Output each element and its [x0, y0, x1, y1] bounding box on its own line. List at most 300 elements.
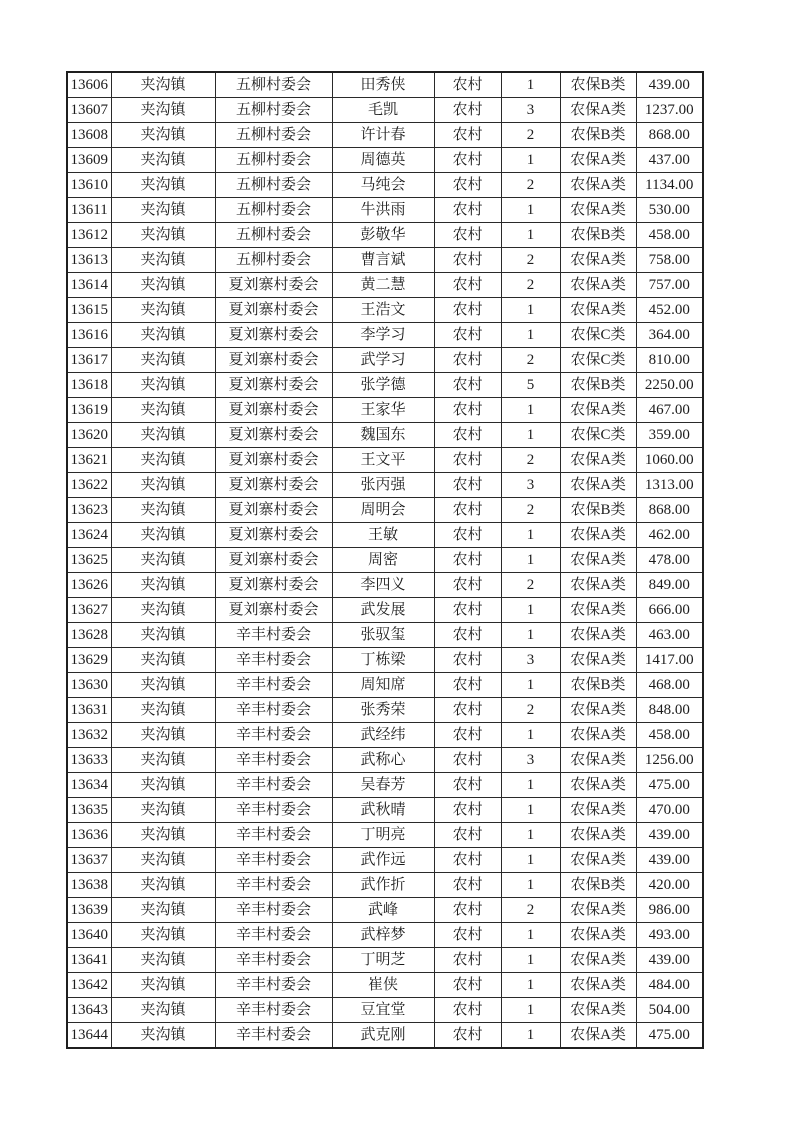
cell-village: 夏刘寨村委会 — [215, 523, 332, 548]
cell-town: 夹沟镇 — [111, 373, 215, 398]
cell-village: 辛丰村委会 — [215, 998, 332, 1023]
cell-id: 13618 — [67, 373, 111, 398]
cell-residence: 农村 — [434, 623, 501, 648]
cell-id: 13641 — [67, 948, 111, 973]
table-row — [67, 173, 703, 198]
cell-residence: 农村 — [434, 548, 501, 573]
cell-count: 2 — [501, 898, 560, 923]
cell-village: 五柳村委会 — [215, 72, 332, 98]
cell-amount: 359.00 — [636, 423, 703, 448]
cell-name: 李四义 — [332, 573, 434, 598]
cell-count: 1 — [501, 873, 560, 898]
cell-name: 李学习 — [332, 323, 434, 348]
cell-id: 13632 — [67, 723, 111, 748]
cell-category: 农保B类 — [560, 223, 636, 248]
cell-amount: 468.00 — [636, 673, 703, 698]
cell-residence: 农村 — [434, 323, 501, 348]
cell-category: 农保A类 — [560, 173, 636, 198]
cell-category: 农保C类 — [560, 423, 636, 448]
cell-village: 辛丰村委会 — [215, 848, 332, 873]
cell-residence: 农村 — [434, 1023, 501, 1049]
cell-village: 五柳村委会 — [215, 123, 332, 148]
cell-count: 1 — [501, 773, 560, 798]
cell-amount: 530.00 — [636, 198, 703, 223]
cell-id: 13610 — [67, 173, 111, 198]
cell-amount: 475.00 — [636, 1023, 703, 1049]
cell-village: 五柳村委会 — [215, 173, 332, 198]
cell-town: 夹沟镇 — [111, 873, 215, 898]
cell-residence: 农村 — [434, 648, 501, 673]
cell-count: 2 — [501, 348, 560, 373]
cell-village: 辛丰村委会 — [215, 773, 332, 798]
cell-residence: 农村 — [434, 398, 501, 423]
cell-id: 13636 — [67, 823, 111, 848]
cell-amount: 504.00 — [636, 998, 703, 1023]
cell-residence: 农村 — [434, 923, 501, 948]
cell-name: 魏国东 — [332, 423, 434, 448]
cell-amount: 986.00 — [636, 898, 703, 923]
cell-amount: 868.00 — [636, 123, 703, 148]
cell-village: 五柳村委会 — [215, 198, 332, 223]
cell-count: 1 — [501, 323, 560, 348]
cell-id: 13639 — [67, 898, 111, 923]
cell-category: 农保A类 — [560, 848, 636, 873]
cell-category: 农保C类 — [560, 323, 636, 348]
table-row — [67, 998, 703, 1023]
cell-name: 张学德 — [332, 373, 434, 398]
cell-amount: 439.00 — [636, 72, 703, 98]
cell-count: 1 — [501, 148, 560, 173]
cell-id: 13635 — [67, 798, 111, 823]
cell-category: 农保A类 — [560, 148, 636, 173]
cell-amount: 493.00 — [636, 923, 703, 948]
cell-name: 豆宜堂 — [332, 998, 434, 1023]
table-row — [67, 98, 703, 123]
table-row — [67, 223, 703, 248]
cell-name: 周明会 — [332, 498, 434, 523]
cell-town: 夹沟镇 — [111, 98, 215, 123]
cell-residence: 农村 — [434, 348, 501, 373]
cell-id: 13625 — [67, 548, 111, 573]
cell-count: 1 — [501, 948, 560, 973]
cell-town: 夹沟镇 — [111, 898, 215, 923]
cell-amount: 1417.00 — [636, 648, 703, 673]
cell-id: 13614 — [67, 273, 111, 298]
table-row — [67, 798, 703, 823]
cell-town: 夹沟镇 — [111, 248, 215, 273]
cell-id: 13640 — [67, 923, 111, 948]
cell-residence: 农村 — [434, 598, 501, 623]
cell-name: 王敏 — [332, 523, 434, 548]
cell-amount: 2250.00 — [636, 373, 703, 398]
cell-amount: 439.00 — [636, 848, 703, 873]
cell-category: 农保A类 — [560, 248, 636, 273]
cell-town: 夹沟镇 — [111, 173, 215, 198]
cell-amount: 470.00 — [636, 798, 703, 823]
cell-village: 辛丰村委会 — [215, 673, 332, 698]
cell-id: 13643 — [67, 998, 111, 1023]
cell-village: 夏刘寨村委会 — [215, 323, 332, 348]
cell-residence: 农村 — [434, 673, 501, 698]
cell-count: 2 — [501, 448, 560, 473]
cell-town: 夹沟镇 — [111, 273, 215, 298]
cell-count: 1 — [501, 1023, 560, 1049]
cell-category: 农保B类 — [560, 373, 636, 398]
cell-id: 13609 — [67, 148, 111, 173]
benefit-roster-table — [66, 71, 704, 1049]
table-row — [67, 273, 703, 298]
cell-count: 2 — [501, 573, 560, 598]
cell-town: 夹沟镇 — [111, 973, 215, 998]
cell-town: 夹沟镇 — [111, 448, 215, 473]
cell-category: 农保B类 — [560, 673, 636, 698]
cell-id: 13619 — [67, 398, 111, 423]
cell-residence: 农村 — [434, 448, 501, 473]
table-row — [67, 698, 703, 723]
table-row — [67, 398, 703, 423]
cell-residence: 农村 — [434, 723, 501, 748]
cell-count: 1 — [501, 923, 560, 948]
cell-id: 13644 — [67, 1023, 111, 1049]
cell-village: 夏刘寨村委会 — [215, 373, 332, 398]
cell-village: 五柳村委会 — [215, 148, 332, 173]
cell-residence: 农村 — [434, 973, 501, 998]
cell-residence: 农村 — [434, 423, 501, 448]
cell-town: 夹沟镇 — [111, 123, 215, 148]
cell-village: 辛丰村委会 — [215, 898, 332, 923]
cell-category: 农保A类 — [560, 298, 636, 323]
cell-count: 2 — [501, 173, 560, 198]
cell-amount: 475.00 — [636, 773, 703, 798]
table-row — [67, 348, 703, 373]
cell-id: 13642 — [67, 973, 111, 998]
cell-id: 13606 — [67, 72, 111, 98]
cell-village: 五柳村委会 — [215, 223, 332, 248]
cell-village: 夏刘寨村委会 — [215, 398, 332, 423]
cell-residence: 农村 — [434, 848, 501, 873]
cell-name: 周知席 — [332, 673, 434, 698]
cell-amount: 420.00 — [636, 873, 703, 898]
table-row — [67, 148, 703, 173]
cell-town: 夹沟镇 — [111, 573, 215, 598]
cell-category: 农保A类 — [560, 948, 636, 973]
cell-id: 13616 — [67, 323, 111, 348]
cell-category: 农保A类 — [560, 448, 636, 473]
cell-count: 5 — [501, 373, 560, 398]
cell-category: 农保A类 — [560, 923, 636, 948]
table-row — [67, 498, 703, 523]
cell-amount: 1060.00 — [636, 448, 703, 473]
cell-village: 辛丰村委会 — [215, 798, 332, 823]
cell-name: 武作远 — [332, 848, 434, 873]
cell-town: 夹沟镇 — [111, 398, 215, 423]
cell-count: 1 — [501, 723, 560, 748]
cell-id: 13637 — [67, 848, 111, 873]
cell-residence: 农村 — [434, 223, 501, 248]
table-row — [67, 298, 703, 323]
cell-name: 周德英 — [332, 148, 434, 173]
cell-name: 武梓梦 — [332, 923, 434, 948]
cell-count: 2 — [501, 698, 560, 723]
cell-category: 农保C类 — [560, 348, 636, 373]
cell-amount: 484.00 — [636, 973, 703, 998]
table-row — [67, 248, 703, 273]
cell-count: 1 — [501, 72, 560, 98]
cell-name: 张驭玺 — [332, 623, 434, 648]
cell-town: 夹沟镇 — [111, 648, 215, 673]
cell-id: 13607 — [67, 98, 111, 123]
cell-town: 夹沟镇 — [111, 748, 215, 773]
cell-name: 周密 — [332, 548, 434, 573]
cell-amount: 1313.00 — [636, 473, 703, 498]
cell-amount: 478.00 — [636, 548, 703, 573]
cell-id: 13626 — [67, 573, 111, 598]
cell-count: 1 — [501, 823, 560, 848]
cell-count: 2 — [501, 273, 560, 298]
cell-count: 3 — [501, 473, 560, 498]
cell-category: 农保A类 — [560, 698, 636, 723]
cell-category: 农保A类 — [560, 898, 636, 923]
cell-residence: 农村 — [434, 698, 501, 723]
cell-town: 夹沟镇 — [111, 773, 215, 798]
cell-town: 夹沟镇 — [111, 673, 215, 698]
cell-amount: 364.00 — [636, 323, 703, 348]
cell-id: 13620 — [67, 423, 111, 448]
cell-name: 曹言斌 — [332, 248, 434, 273]
cell-residence: 农村 — [434, 173, 501, 198]
cell-residence: 农村 — [434, 273, 501, 298]
table-row — [67, 748, 703, 773]
cell-town: 夹沟镇 — [111, 923, 215, 948]
table-row — [67, 773, 703, 798]
cell-amount: 868.00 — [636, 498, 703, 523]
cell-residence: 农村 — [434, 798, 501, 823]
cell-residence: 农村 — [434, 148, 501, 173]
table-row — [67, 973, 703, 998]
cell-count: 3 — [501, 648, 560, 673]
cell-village: 五柳村委会 — [215, 98, 332, 123]
table-row — [67, 848, 703, 873]
table-row — [67, 898, 703, 923]
cell-name: 牛洪雨 — [332, 198, 434, 223]
cell-village: 辛丰村委会 — [215, 973, 332, 998]
cell-town: 夹沟镇 — [111, 1023, 215, 1049]
cell-village: 辛丰村委会 — [215, 948, 332, 973]
cell-name: 张秀荣 — [332, 698, 434, 723]
cell-name: 武学习 — [332, 348, 434, 373]
cell-town: 夹沟镇 — [111, 823, 215, 848]
cell-id: 13628 — [67, 623, 111, 648]
table-row — [67, 948, 703, 973]
cell-town: 夹沟镇 — [111, 848, 215, 873]
cell-id: 13611 — [67, 198, 111, 223]
cell-id: 13615 — [67, 298, 111, 323]
cell-village: 夏刘寨村委会 — [215, 573, 332, 598]
table-row — [67, 323, 703, 348]
cell-category: 农保A类 — [560, 548, 636, 573]
cell-count: 1 — [501, 998, 560, 1023]
cell-town: 夹沟镇 — [111, 223, 215, 248]
cell-amount: 467.00 — [636, 398, 703, 423]
table-row — [67, 423, 703, 448]
cell-id: 13622 — [67, 473, 111, 498]
cell-village: 五柳村委会 — [215, 248, 332, 273]
cell-amount: 439.00 — [636, 948, 703, 973]
cell-amount: 810.00 — [636, 348, 703, 373]
cell-town: 夹沟镇 — [111, 423, 215, 448]
cell-village: 夏刘寨村委会 — [215, 348, 332, 373]
cell-category: 农保A类 — [560, 523, 636, 548]
cell-amount: 452.00 — [636, 298, 703, 323]
cell-town: 夹沟镇 — [111, 72, 215, 98]
cell-town: 夹沟镇 — [111, 148, 215, 173]
cell-amount: 757.00 — [636, 273, 703, 298]
cell-count: 1 — [501, 598, 560, 623]
cell-id: 13633 — [67, 748, 111, 773]
cell-village: 辛丰村委会 — [215, 623, 332, 648]
cell-amount: 458.00 — [636, 723, 703, 748]
cell-id: 13621 — [67, 448, 111, 473]
cell-name: 王家华 — [332, 398, 434, 423]
cell-residence: 农村 — [434, 898, 501, 923]
cell-name: 马纯会 — [332, 173, 434, 198]
table-row — [67, 823, 703, 848]
cell-residence: 农村 — [434, 773, 501, 798]
cell-category: 农保B类 — [560, 123, 636, 148]
cell-id: 13631 — [67, 698, 111, 723]
cell-residence: 农村 — [434, 98, 501, 123]
cell-category: 农保A类 — [560, 98, 636, 123]
table-row — [67, 123, 703, 148]
cell-residence: 农村 — [434, 948, 501, 973]
table-body — [67, 72, 703, 1048]
cell-category: 农保A类 — [560, 623, 636, 648]
cell-town: 夹沟镇 — [111, 998, 215, 1023]
cell-count: 1 — [501, 298, 560, 323]
cell-town: 夹沟镇 — [111, 298, 215, 323]
cell-count: 3 — [501, 748, 560, 773]
table-row — [67, 548, 703, 573]
cell-town: 夹沟镇 — [111, 523, 215, 548]
cell-name: 丁明芝 — [332, 948, 434, 973]
cell-residence: 农村 — [434, 998, 501, 1023]
cell-town: 夹沟镇 — [111, 623, 215, 648]
cell-category: 农保A类 — [560, 998, 636, 1023]
cell-name: 武峰 — [332, 898, 434, 923]
table-row — [67, 473, 703, 498]
table-row — [67, 623, 703, 648]
cell-category: 农保A类 — [560, 573, 636, 598]
table-row — [67, 923, 703, 948]
table-row — [67, 72, 703, 98]
cell-id: 13623 — [67, 498, 111, 523]
cell-id: 13638 — [67, 873, 111, 898]
cell-village: 夏刘寨村委会 — [215, 598, 332, 623]
cell-town: 夹沟镇 — [111, 798, 215, 823]
cell-village: 辛丰村委会 — [215, 923, 332, 948]
cell-count: 2 — [501, 498, 560, 523]
cell-count: 1 — [501, 198, 560, 223]
cell-amount: 1134.00 — [636, 173, 703, 198]
cell-town: 夹沟镇 — [111, 473, 215, 498]
cell-village: 辛丰村委会 — [215, 823, 332, 848]
cell-residence: 农村 — [434, 573, 501, 598]
cell-name: 武作折 — [332, 873, 434, 898]
cell-residence: 农村 — [434, 198, 501, 223]
cell-village: 夏刘寨村委会 — [215, 473, 332, 498]
cell-village: 辛丰村委会 — [215, 1023, 332, 1049]
cell-residence: 农村 — [434, 72, 501, 98]
cell-town: 夹沟镇 — [111, 348, 215, 373]
table-row — [67, 648, 703, 673]
cell-amount: 666.00 — [636, 598, 703, 623]
cell-amount: 849.00 — [636, 573, 703, 598]
cell-category: 农保A类 — [560, 823, 636, 848]
cell-amount: 848.00 — [636, 698, 703, 723]
cell-count: 1 — [501, 523, 560, 548]
cell-name: 吴春芳 — [332, 773, 434, 798]
cell-id: 13630 — [67, 673, 111, 698]
cell-village: 辛丰村委会 — [215, 698, 332, 723]
cell-residence: 农村 — [434, 873, 501, 898]
cell-category: 农保A类 — [560, 598, 636, 623]
cell-category: 农保A类 — [560, 648, 636, 673]
cell-name: 黄二慧 — [332, 273, 434, 298]
cell-village: 夏刘寨村委会 — [215, 448, 332, 473]
cell-id: 13617 — [67, 348, 111, 373]
cell-category: 农保A类 — [560, 398, 636, 423]
cell-count: 1 — [501, 223, 560, 248]
cell-category: 农保A类 — [560, 798, 636, 823]
cell-count: 2 — [501, 248, 560, 273]
cell-name: 彭敬华 — [332, 223, 434, 248]
cell-village: 辛丰村委会 — [215, 723, 332, 748]
cell-count: 1 — [501, 673, 560, 698]
cell-name: 许计春 — [332, 123, 434, 148]
cell-village: 辛丰村委会 — [215, 873, 332, 898]
table-row — [67, 1023, 703, 1049]
cell-town: 夹沟镇 — [111, 698, 215, 723]
cell-residence: 农村 — [434, 498, 501, 523]
cell-name: 毛凯 — [332, 98, 434, 123]
cell-village: 夏刘寨村委会 — [215, 498, 332, 523]
cell-name: 崔侠 — [332, 973, 434, 998]
cell-residence: 农村 — [434, 823, 501, 848]
cell-id: 13624 — [67, 523, 111, 548]
cell-count: 1 — [501, 973, 560, 998]
table-row — [67, 723, 703, 748]
cell-amount: 758.00 — [636, 248, 703, 273]
cell-count: 1 — [501, 548, 560, 573]
table-row — [67, 373, 703, 398]
cell-count: 1 — [501, 398, 560, 423]
cell-id: 13629 — [67, 648, 111, 673]
cell-residence: 农村 — [434, 298, 501, 323]
cell-town: 夹沟镇 — [111, 948, 215, 973]
cell-name: 王浩文 — [332, 298, 434, 323]
cell-category: 农保A类 — [560, 973, 636, 998]
cell-amount: 458.00 — [636, 223, 703, 248]
cell-amount: 439.00 — [636, 823, 703, 848]
cell-amount: 462.00 — [636, 523, 703, 548]
cell-amount: 437.00 — [636, 148, 703, 173]
cell-amount: 463.00 — [636, 623, 703, 648]
table-row — [67, 873, 703, 898]
cell-name: 王文平 — [332, 448, 434, 473]
cell-village: 夏刘寨村委会 — [215, 298, 332, 323]
cell-category: 农保B类 — [560, 498, 636, 523]
cell-category: 农保A类 — [560, 473, 636, 498]
